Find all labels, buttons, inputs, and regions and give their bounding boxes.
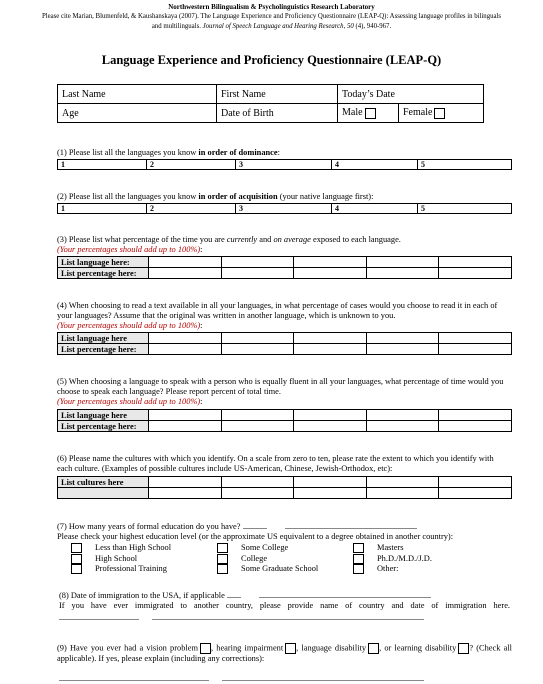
male-checkbox[interactable] (365, 108, 376, 119)
education-checkbox[interactable] (353, 554, 364, 564)
immigration-date-blank[interactable] (227, 589, 241, 598)
q5-input-cell[interactable] (149, 421, 222, 432)
q6-input-cell[interactable] (439, 488, 512, 499)
q4-input-cell[interactable] (294, 333, 367, 344)
q2-prompt (57, 192, 512, 202)
q5-row-label-percentage: List percentage here: (58, 421, 149, 432)
q2-cell-2[interactable]: 2 (147, 204, 236, 214)
todays-date-field[interactable] (338, 85, 484, 104)
q4-input-cell[interactable] (439, 333, 512, 344)
education-option-label: Some College (241, 543, 289, 552)
last-name-label: Last Name (62, 88, 106, 100)
q6-input-cell[interactable] (294, 488, 367, 499)
citation-text: Please cite Marian, Blumenfeld, & Kaushanskaya (2007). The Language Experience and Proficiency Questionnaire (LEAP-Q): Assessing language profiles in bilinguals and multilinguals. (41, 13, 502, 30)
q9-line-2: applicable). If yes, please explain (including any corrections): (57, 654, 265, 663)
education-checkbox[interactable] (217, 564, 228, 574)
q9-prompt (57, 643, 512, 664)
q3-italic-1: currently (226, 235, 258, 244)
education-option-label: High School (95, 553, 138, 563)
q2-cell-5[interactable]: 5 (418, 204, 512, 214)
q8-prompt (59, 589, 510, 611)
q9-text-4: , or learning disability (379, 643, 457, 653)
q5-input-cell[interactable] (221, 421, 294, 432)
q4-input-cell[interactable] (149, 344, 222, 355)
q5-input-cell[interactable] (439, 410, 512, 421)
q1-cell-1[interactable]: 1 (58, 160, 147, 170)
q3-row-label-percentage: List percentage here: (58, 268, 149, 279)
q6-input-cell[interactable] (149, 488, 222, 499)
q9-text-5: ? (Check all (469, 643, 512, 653)
age-label: Age (62, 107, 79, 119)
q6-row-label-empty (58, 488, 149, 499)
q8-line-2: If you have ever immigrated to another country, please provide name of country and date of immigration here. (59, 601, 510, 610)
q6-line-2: each culture. (Examples of possible cultures include US-American, Chinese, Jewish-Orthodox, etc): (57, 464, 393, 473)
q4-number: (4) (57, 301, 67, 310)
q6-input-cell[interactable] (294, 477, 367, 488)
q8-text: Date of immigration to the USA, if applicable (68, 591, 225, 600)
q5-input-cell[interactable] (221, 410, 294, 421)
q6-input-cell[interactable] (366, 477, 439, 488)
q3-note-end: : (200, 245, 203, 254)
q8-number: (8) (59, 591, 69, 600)
q1-number: (1) (57, 148, 67, 157)
citation-journal: Journal of Speech Language and Hearing Research, 50 (202, 23, 354, 30)
q1-cell-2[interactable]: 2 (147, 160, 236, 170)
q3-text-2: and (257, 235, 274, 244)
q4-input-cell[interactable] (149, 333, 222, 344)
q7-number: (7) (57, 522, 67, 531)
education-checkbox[interactable] (353, 543, 364, 553)
q3-input-cell[interactable] (294, 268, 367, 279)
page-title: Language Experience and Proficiency Questionnaire (LEAP-Q) (101, 53, 442, 67)
q4-row-label-percentage: List percentage here: (58, 344, 149, 355)
education-option-label: Ph.D./M.D./J.D. (377, 553, 432, 563)
q6-input-cell[interactable] (149, 477, 222, 488)
education-option-label: Masters (377, 543, 404, 552)
table-row (58, 344, 512, 355)
q3-text-3: exposed to each language. (310, 235, 401, 244)
education-option-label: College (241, 553, 268, 563)
table-row (58, 268, 512, 279)
q4-reading-table (57, 332, 512, 355)
q9-text-3: , language disability (296, 643, 367, 653)
learning-disability-checkbox[interactable] (458, 643, 469, 654)
q4-input-cell[interactable] (221, 344, 294, 355)
q4-input-cell[interactable] (221, 333, 294, 344)
q4-input-cell[interactable] (294, 344, 367, 355)
q1-prompt (57, 148, 512, 158)
education-checkbox[interactable] (71, 543, 82, 553)
lab-name: Northwestern Bilingualism & Psycholinguistics Research Laboratory (168, 3, 375, 11)
q4-note: (Your percentages should add up to 100%) (57, 321, 201, 330)
education-option-label: Some Graduate School (241, 564, 319, 573)
q5-line-1: When choosing a language to speak with a person who is equally fluent in all your languages, what percentage of time would you (66, 377, 504, 386)
q2-acquisition-table (57, 203, 512, 214)
hearing-checkbox[interactable] (285, 643, 296, 654)
table-row (58, 477, 512, 488)
q3-input-cell[interactable] (149, 268, 222, 279)
q1-cell-5[interactable]: 5 (418, 160, 512, 170)
page-header (0, 2, 543, 32)
q1-bold: in order of dominance (198, 148, 278, 157)
education-checkbox[interactable] (217, 554, 228, 564)
q3-prompt (57, 235, 512, 255)
q6-number: (6) (57, 454, 67, 463)
immigration-answer-line-2[interactable] (152, 619, 424, 620)
q5-speaking-table (57, 409, 512, 432)
education-checkbox[interactable] (217, 543, 228, 553)
q2-cell-3[interactable]: 3 (236, 204, 332, 214)
language-disability-checkbox[interactable] (368, 643, 379, 654)
q6-row-label-cultures: List cultures here (58, 477, 149, 488)
immigration-answer-line[interactable] (59, 619, 139, 620)
q3-input-cell[interactable] (294, 257, 367, 268)
q3-note: (Your percentages should add up to 100%) (57, 245, 201, 254)
citation-end: (4), 940-967. (353, 23, 392, 30)
citation (0, 12, 543, 32)
q6-input-cell[interactable] (221, 477, 294, 488)
q3-input-cell[interactable] (366, 268, 439, 279)
q5-line-2: choose to speak each language? Please report percent of total time. (57, 387, 281, 396)
impairment-answer-line[interactable] (59, 680, 209, 681)
education-option-label: Less than High School (95, 543, 172, 552)
q4-line-1: When choosing to read a text available in all your languages, in what percentage of cases would you choose to read it in each of (66, 301, 498, 310)
q9-number: (9) (57, 643, 67, 653)
q2-cell-1[interactable]: 1 (58, 204, 147, 214)
q4-note-end: : (200, 321, 203, 330)
q5-input-cell[interactable] (294, 421, 367, 432)
q6-cultures-table (57, 476, 512, 499)
q6-line-1: Please name the cultures with which you identify. On a scale from zero to ten, please rate the extent to which you identify with (66, 454, 494, 463)
q3-input-cell[interactable] (221, 257, 294, 268)
q3-number: (3) (57, 235, 67, 244)
q5-row-label-language: List language here (58, 410, 149, 421)
table-row (58, 421, 512, 432)
table-row (58, 333, 512, 344)
q4-input-cell[interactable] (366, 344, 439, 355)
q5-input-cell[interactable] (149, 410, 222, 421)
date-of-birth-field[interactable] (217, 104, 338, 123)
table-row (58, 410, 512, 421)
date-of-birth-label: Date of Birth (221, 107, 274, 119)
education-checkbox[interactable] (353, 564, 364, 574)
education-checkbox[interactable] (71, 564, 82, 574)
years-education-blank[interactable] (243, 520, 267, 529)
vision-checkbox[interactable] (200, 643, 211, 654)
q6-prompt (57, 454, 512, 474)
table-row (58, 257, 512, 268)
first-name-label: First Name (221, 88, 266, 100)
q2-end: (your native language first): (277, 192, 374, 201)
q2-text: Please list all the languages you know (66, 192, 199, 201)
immigration-date-blank-2[interactable] (259, 589, 431, 598)
q4-input-cell[interactable] (366, 333, 439, 344)
female-checkbox[interactable] (434, 108, 445, 119)
q1-end: : (277, 148, 280, 157)
q6-input-cell[interactable] (439, 477, 512, 488)
q3-exposure-table (57, 256, 512, 279)
q6-input-cell[interactable] (221, 488, 294, 499)
years-education-blank-2[interactable] (285, 520, 417, 529)
q5-prompt (57, 377, 512, 407)
q1-cell-3[interactable]: 3 (236, 160, 332, 170)
q7-text: How many years of formal education do you have? (66, 522, 241, 531)
q5-note: (Your percentages should add up to 100%) (57, 397, 201, 406)
q5-note-end: : (200, 397, 203, 406)
age-field[interactable] (58, 104, 217, 123)
q9-text-1: Have you ever had a vision problem (66, 643, 198, 653)
q3-text-1: Please list what percentage of the time you are (66, 235, 227, 244)
female-label: Female (403, 107, 433, 119)
q5-input-cell[interactable] (366, 410, 439, 421)
q2-number: (2) (57, 192, 67, 201)
q3-input-cell[interactable] (366, 257, 439, 268)
q4-line-2: your languages? Assume that the original was written in another language, which is unknown to you. (57, 311, 396, 320)
q2-bold: in order of acquisition (198, 192, 278, 201)
q4-input-cell[interactable] (439, 344, 512, 355)
q4-row-label-language: List language here (58, 333, 149, 344)
q5-input-cell[interactable] (366, 421, 439, 432)
education-option-label: Other: (377, 564, 399, 573)
q3-input-cell[interactable] (221, 268, 294, 279)
q3-row-label-language: List language here: (58, 257, 149, 268)
q7-prompt (57, 520, 512, 542)
q3-input-cell[interactable] (439, 268, 512, 279)
q7-line-2: Please check your highest education level (or the approximate US equivalent to a degree obtained in another country): (57, 532, 454, 541)
q3-input-cell[interactable] (439, 257, 512, 268)
q5-input-cell[interactable] (439, 421, 512, 432)
q3-input-cell[interactable] (149, 257, 222, 268)
q3-italic-2: on average (273, 235, 311, 244)
q4-prompt (57, 301, 512, 331)
q1-text: Please list all the languages you know (66, 148, 199, 157)
impairment-answer-line-2[interactable] (222, 680, 424, 681)
last-name-field[interactable] (58, 85, 217, 104)
q2-cell-4[interactable]: 4 (332, 204, 418, 214)
education-option-label: Professional Training (95, 564, 167, 573)
education-checkbox[interactable] (71, 554, 82, 564)
q1-cell-4[interactable]: 4 (332, 160, 418, 170)
personal-info-table (57, 84, 484, 123)
q9-text-2: , hearing impairment (210, 643, 284, 653)
todays-date-label: Today’s Date (342, 88, 395, 100)
education-options (71, 543, 511, 575)
q5-number: (5) (57, 377, 67, 386)
q1-dominance-table (57, 159, 512, 170)
q6-input-cell[interactable] (366, 488, 439, 499)
male-label: Male (342, 107, 363, 119)
male-cell (338, 104, 399, 123)
q5-input-cell[interactable] (294, 410, 367, 421)
female-cell (399, 104, 484, 123)
first-name-field[interactable] (217, 85, 338, 104)
table-row (58, 488, 512, 499)
